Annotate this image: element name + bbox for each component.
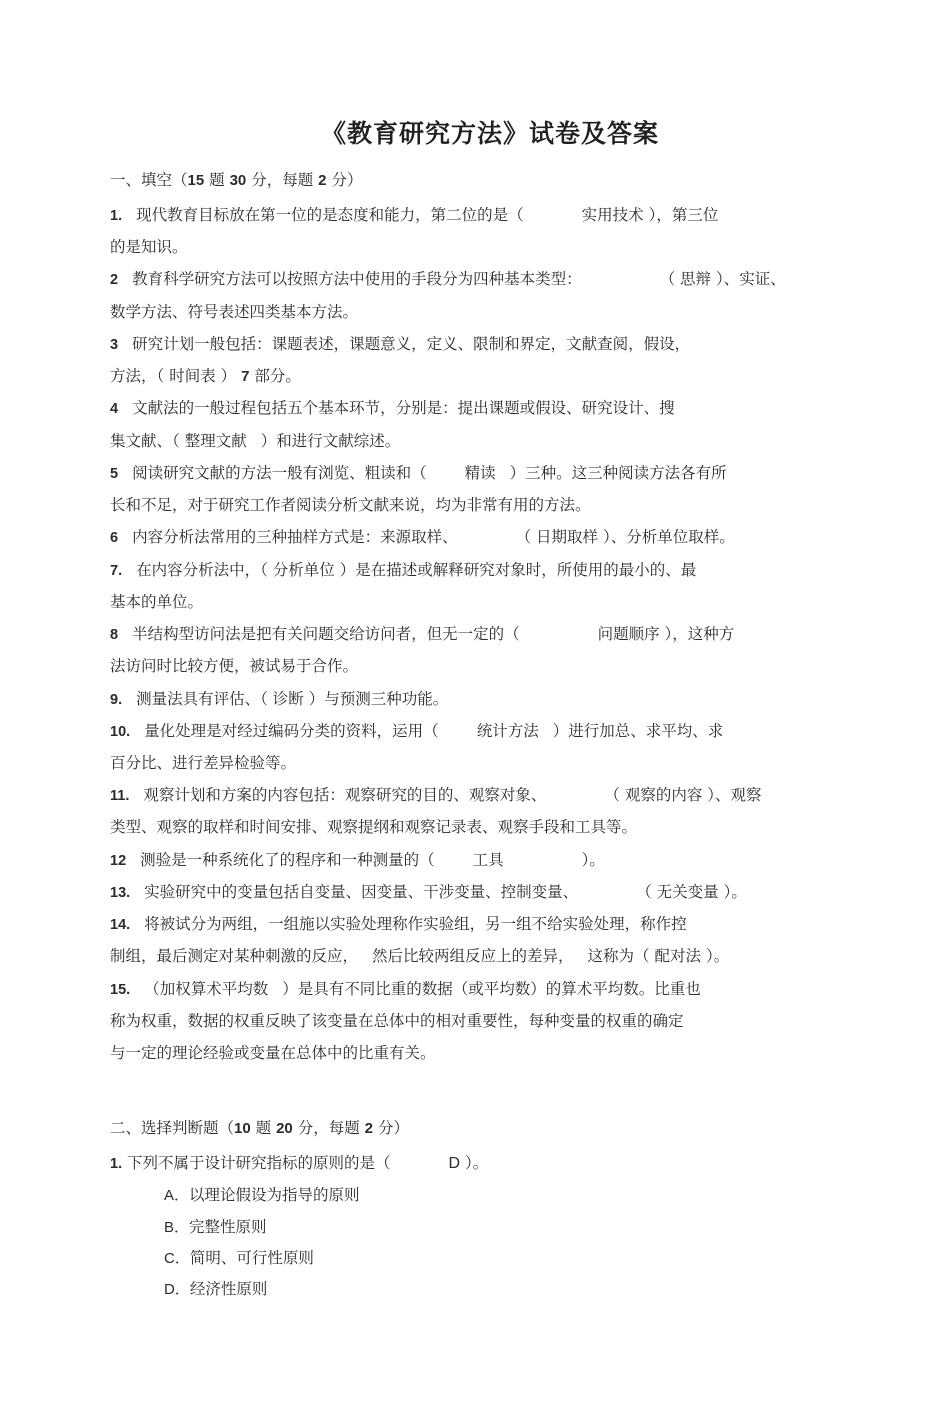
question-line2-mid: ） xyxy=(220,367,237,386)
section-spacer xyxy=(110,1069,870,1113)
question-answer: 诊断 xyxy=(272,689,304,708)
question-item xyxy=(110,457,870,521)
question-index: 9. xyxy=(110,691,123,708)
question-item xyxy=(110,1147,870,1180)
question-item xyxy=(110,973,870,1070)
question-text: 测量法具有评估、（ xyxy=(136,689,268,708)
question-line2: 的是知识。 xyxy=(110,238,188,257)
question-text: 文献法的一般过程包括五个基本环节，分别是：提出课题或假设、研究设计、搜 xyxy=(132,399,675,418)
question-line3: 与一定的理论经验或变量在总体中的比重有关。 xyxy=(110,1044,436,1063)
question-paren-open: （ xyxy=(144,979,160,998)
question-text-cont: ）、观察 xyxy=(707,786,762,805)
question-text: 实验研究中的变量包括自变量、因变量、干涉变量、控制变量、 xyxy=(144,882,579,901)
question-answer: 配对法 xyxy=(654,947,701,966)
question-line2-num: 7 xyxy=(241,368,250,386)
question-text: 研究计划一般包括：课题表述，课题意义，定义、限制和界定，文献查阅，假设， xyxy=(132,334,691,353)
question-line2: 数学方法、符号表述四类基本方法。 xyxy=(110,302,359,321)
section1-mid2: 分，每题 xyxy=(251,171,314,190)
question-index: 2 xyxy=(110,272,119,289)
question-item xyxy=(110,715,870,779)
question-answer: 分析单位 xyxy=(272,560,335,579)
question-text: 现代教育目标放在第一位的是态度和能力，第二位的是（ xyxy=(136,206,524,225)
question-item xyxy=(110,844,870,876)
question-item xyxy=(110,683,870,715)
question-text-cont: ）三种。这三种阅读方法各有所 xyxy=(509,463,727,482)
question-text-cont: ）、分析单位取样。 xyxy=(602,528,735,547)
question-line2 xyxy=(110,360,870,392)
question-index: 6 xyxy=(110,530,119,547)
question-text: 下列不属于设计研究指标的原则的是（ xyxy=(127,1154,391,1173)
option-letter: B． xyxy=(164,1218,190,1236)
section2-suffix: 分） xyxy=(377,1119,409,1138)
question-index: 13. xyxy=(110,884,131,901)
question-answer: 整理文献 xyxy=(184,431,247,450)
question-line2-mid2: 这称为（ xyxy=(587,947,650,966)
question-answer: 思辩 xyxy=(680,270,712,289)
question-text-cont: ）是在描述或解释研究对象时，所使用的最小的、最 xyxy=(339,560,697,579)
question-item xyxy=(110,328,870,392)
section2-count: 10 xyxy=(234,1120,251,1138)
document-body xyxy=(110,118,870,1306)
section2-prefix: 二、选择判断题（ xyxy=(110,1119,235,1138)
question-line2: 法访问时比较方便，被试易于合作。 xyxy=(110,657,359,676)
section1-per: 2 xyxy=(318,172,327,190)
question-index: 15. xyxy=(110,981,131,998)
question-index: 12 xyxy=(110,852,127,869)
question-answer: D xyxy=(448,1155,461,1173)
question-line2 xyxy=(110,425,870,457)
question-index: 11. xyxy=(110,788,130,805)
question-item: 11. 观察计划和方案的内容包括：观察研究的目的、观察对象、 （ 观察的内容 ）、观察 类型、观察的取样和时间安排、观察提纲和观察记录表、观察手段和工具等。 xyxy=(110,779,870,843)
page-title: 《教育研究方法》试卷及答案 xyxy=(320,119,659,148)
question-index: 1. xyxy=(110,208,123,225)
question-item xyxy=(110,554,870,618)
question-line2-mid: 然后比较两组反应上的差异， xyxy=(372,947,574,966)
question-line2: 类型、观察的取样和时间安排、观察提纲和观察记录表、观察手段和工具等。 xyxy=(110,818,638,837)
question-index: 10. xyxy=(110,723,131,740)
question-index: 3 xyxy=(110,336,119,353)
question-item: 2 教育科学研究方法可以按照方法中使用的手段分为四种基本类型： （ 思辩 ）、实证、 数学方法、符号表述四类基本方法。 xyxy=(110,263,870,327)
question-item xyxy=(110,908,870,972)
option-item[interactable] xyxy=(110,1243,870,1274)
question-item xyxy=(110,392,870,456)
section1-prefix: 一、填空（ xyxy=(110,171,188,190)
question-answer: 观察的内容 xyxy=(624,786,703,805)
option-text: 以理论假设为指导的原则 xyxy=(189,1186,360,1205)
question-line2-end: ）和进行文献综述。 xyxy=(260,431,401,450)
question-text: 教育科学研究方法可以按照方法中使用的手段分为四种基本类型： xyxy=(132,270,582,289)
section1-suffix: 分） xyxy=(331,171,363,190)
question-line2-end: ）。 xyxy=(705,947,730,966)
option-item[interactable] xyxy=(110,1274,870,1305)
option-text: 完整性原则 xyxy=(189,1217,267,1236)
question-item xyxy=(110,199,870,263)
question-text-cont: ），第三位 xyxy=(648,206,719,225)
option-letter: A． xyxy=(164,1187,190,1205)
question-line2-end: 部分。 xyxy=(254,367,301,386)
question-text: 将被试分为两组，一组施以实验处理称作实验组，另一组不给实验处理，称作控 xyxy=(144,915,687,934)
question-item: 6 内容分析法常用的三种抽样方式是：来源取样、 （ 日期取样 ）、分析单位取样。 xyxy=(110,528,735,547)
question-text: 内容分析法常用的三种抽样方式是：来源取样、 xyxy=(132,528,458,547)
question-index: 14. xyxy=(110,917,131,934)
question-text-cont: ）。 xyxy=(723,882,747,901)
question-index: 7. xyxy=(110,562,123,579)
question-index: 5 xyxy=(110,465,119,482)
question-answer: 统计方法 xyxy=(476,721,539,740)
question-line2: 长和不足，对于研究工作者阅读分析文献来说，均为非常有用的方法。 xyxy=(110,496,591,515)
section2-mid1: 题 xyxy=(255,1119,272,1138)
question-index: 8 xyxy=(110,627,119,644)
question-line2: 百分比、进行差异检验等。 xyxy=(110,754,297,772)
question-text: 在内容分析法中，（ xyxy=(136,560,268,579)
question-text: 半结构型访问法是把有关问题交给访问者，但无一定的（ xyxy=(132,625,520,644)
question-line2-pre: 集文献、（ xyxy=(110,431,180,450)
option-letter: D． xyxy=(164,1281,190,1299)
section1-count: 15 xyxy=(187,172,205,190)
section-heading-fill-in-blank xyxy=(110,165,870,197)
question-answer: 时间表 xyxy=(169,367,216,386)
option-text: 经济性原则 xyxy=(189,1280,268,1299)
question-answer: 问题顺序 xyxy=(597,625,660,644)
question-line2 xyxy=(110,940,870,972)
question-text-cont: ）。 xyxy=(581,850,605,869)
option-letter: C． xyxy=(164,1249,190,1267)
question-text: 观察计划和方案的内容包括：观察研究的目的、观察对象、 xyxy=(143,786,547,805)
section1-mid1: 题 xyxy=(209,171,225,190)
section2-mid2: 分，每题 xyxy=(297,1119,360,1138)
question-line2: 称为权重，数据的权重反映了该变量在总体中的相对重要性，每种变量的权重的确定 xyxy=(110,1011,684,1030)
question-line2: 基本的单位。 xyxy=(110,592,204,611)
question-answer: 无关变量 xyxy=(656,882,719,901)
question-item xyxy=(110,618,870,682)
question-item: 13. 实验研究中的变量包括自变量、因变量、干涉变量、控制变量、 （ 无关变量 ）。 xyxy=(110,882,747,901)
question-text-cont: ）。 xyxy=(465,1154,489,1173)
question-answer: 加权算术平均数 xyxy=(159,979,269,998)
section1-points: 30 xyxy=(229,172,247,190)
question-text: 阅读研究文献的方法一般有浏览、粗读和（ xyxy=(132,463,427,482)
option-item[interactable] xyxy=(110,1212,870,1243)
question-index: 1. xyxy=(110,1156,123,1173)
section-heading-multiple-choice xyxy=(110,1113,870,1145)
question-text: 量化处理是对经过编码分类的资料，运用（ xyxy=(144,721,439,740)
section2-points: 20 xyxy=(276,1120,293,1138)
question-line2-pre: 制组，最后测定对某种刺激的反应， xyxy=(110,947,359,966)
question-answer: 工具 xyxy=(472,850,504,869)
question-text-cont: ），这种方 xyxy=(664,625,735,644)
question-answer: 精读 xyxy=(464,463,496,482)
option-item[interactable] xyxy=(110,1180,870,1211)
question-text-cont: ）与预测三种功能。 xyxy=(308,689,449,708)
option-text: 简明、可行性原则 xyxy=(189,1248,314,1267)
question-line2-pre: 方法，（ xyxy=(110,367,165,386)
question-index: 4 xyxy=(110,401,119,418)
section2-per: 2 xyxy=(364,1120,374,1138)
question-text-cont: ）是具有不同比重的数据（或平均数）的算术平均数。比重也 xyxy=(282,979,701,998)
question-text: 测验是一种系统化了的程序和一种测量的（ xyxy=(140,850,435,869)
question-text-cont: ）、实证、 xyxy=(715,270,786,289)
question-answer: 日期取样 xyxy=(536,528,599,547)
question-text-cont: ）进行加总、求平均、求 xyxy=(552,721,724,740)
question-answer: 实用技术 xyxy=(581,206,644,225)
